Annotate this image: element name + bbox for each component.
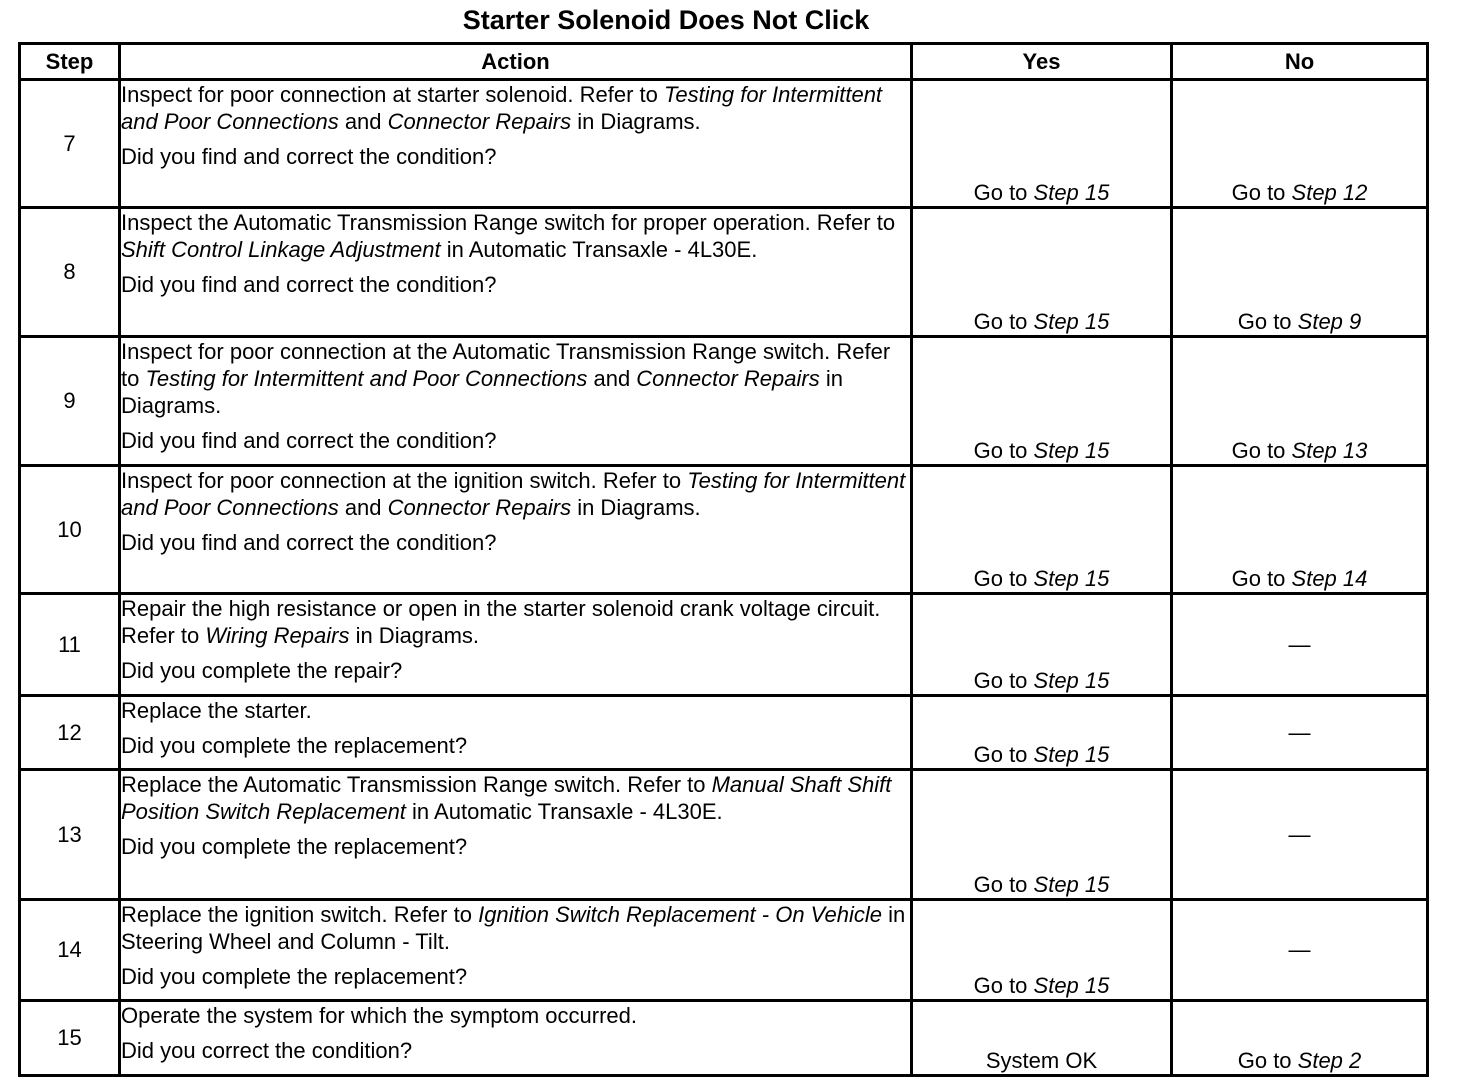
text-run: Inspect for poor connection at the Automatic Transmission Range switch. Refer to [121,339,891,391]
text-run: Inspect for poor connection at the ignition switch. Refer to [121,468,688,493]
table-row [20,1001,1428,1076]
action-cell [120,466,912,594]
text-run: in Diagrams. [121,366,843,418]
text-run: Go to [973,872,1034,897]
italic-reference: Connector Repairs [387,495,572,520]
action-question: Did you find and correct the condition? [121,530,497,555]
text-run: and [338,109,388,134]
no-result [1172,337,1428,466]
yes-result [912,337,1172,466]
yes-result [912,208,1172,337]
header-step: Step [20,44,120,80]
table-row [20,337,1428,466]
no-result [1172,80,1428,208]
header-no: No [1172,44,1428,80]
text-run: in Automatic Transaxle - 4L30E. [440,237,758,262]
action-text [121,595,910,649]
yes-result [912,696,1172,770]
action-text [121,467,910,521]
text-run: in Diagrams. [571,109,701,134]
table-row [20,208,1428,337]
text-run: — [1288,821,1311,847]
text-run: Go to [973,438,1034,463]
text-run: Go to [973,668,1034,693]
table-row [20,466,1428,594]
italic-reference: Testing for Intermittent and Poor Connections [145,366,588,391]
no-result [1172,900,1428,1001]
action-question: Did you correct the condition? [121,1038,413,1063]
action-text [121,901,910,955]
yes-result [912,80,1172,208]
yes-result [912,770,1172,900]
text-run: in Diagrams. [349,623,480,648]
step-number: 10 [20,466,120,594]
italic-reference: Step 15 [1033,566,1110,591]
action-cell [120,594,912,696]
text-run: Replace the starter. [121,698,312,723]
text-run: Go to [1237,1048,1298,1073]
action-cell [120,696,912,770]
table-row [20,770,1428,900]
text-run: System OK [985,1048,1098,1073]
italic-reference: Shift Control Linkage Adjustment [121,237,441,262]
action-question: Did you complete the replacement? [121,733,468,758]
italic-reference: Step 15 [1033,438,1110,463]
text-run: in Diagrams. [571,495,701,520]
italic-reference: Step 15 [1033,973,1110,998]
table-row [20,696,1428,770]
step-number: 15 [20,1001,120,1076]
text-run: Replace the Automatic Transmission Range switch. Refer to [121,772,712,797]
text-run: Repair the high resistance or open in the starter solenoid crank voltage circuit. Refer to [121,596,881,648]
italic-reference: Step 15 [1033,742,1110,767]
action-text [121,81,910,135]
step-number: 11 [20,594,120,696]
header-action: Action [120,44,912,80]
page-title: Starter Solenoid Does Not Click [462,5,870,35]
action-cell [120,770,912,900]
table-body [20,80,1428,1076]
no-result [1172,594,1428,696]
action-question: Did you find and correct the condition? [121,144,497,169]
yes-result [912,594,1172,696]
text-run: — [1288,719,1311,745]
action-text [121,697,910,724]
text-run: — [1288,937,1311,962]
text-run: Go to [973,742,1034,767]
text-run: Replace the ignition switch. Refer to [121,902,479,927]
yes-result [912,900,1172,1001]
text-run: Operate the system for which the symptom occurred. [121,1003,637,1028]
no-result [1172,1001,1428,1076]
text-run: Go to [973,973,1034,998]
text-run: Go to [1231,438,1292,463]
italic-reference: Testing for Intermittent and Poor Connections [121,468,906,520]
text-run: and [587,366,637,391]
action-question: Did you find and correct the condition? [121,272,497,297]
step-number: 8 [20,208,120,337]
action-cell [120,1001,912,1076]
action-text [121,771,910,825]
step-number: 14 [20,900,120,1001]
action-cell [120,80,912,208]
step-number: 7 [20,80,120,208]
action-text [121,338,910,419]
header-yes: Yes [912,44,1172,80]
action-question: Did you complete the replacement? [121,964,468,989]
no-result [1172,696,1428,770]
italic-reference: Connector Repairs [636,366,820,391]
italic-reference: Wiring Repairs [205,623,350,648]
header-row [20,44,1428,80]
text-run: Go to [1231,566,1292,591]
italic-reference: Step 12 [1291,180,1368,205]
action-question: Did you find and correct the condition? [121,428,497,453]
diagnostic-table [18,42,1429,1077]
action-cell [120,208,912,337]
text-run: in Steering Wheel and Column - Tilt. [121,902,906,954]
text-run: Go to [1231,180,1292,205]
table-row [20,900,1428,1001]
italic-reference: Step 15 [1033,668,1110,693]
table-row [20,594,1428,696]
action-question: Did you complete the replacement? [121,834,468,859]
text-run: and [338,495,388,520]
step-number: 13 [20,770,120,900]
action-text [121,1002,910,1029]
text-run: Go to [1237,309,1298,334]
italic-reference: Step 15 [1033,180,1110,205]
italic-reference: Step 14 [1291,566,1368,591]
text-run: Go to [973,566,1034,591]
italic-reference: Step 15 [1033,309,1110,334]
text-run: — [1288,631,1311,657]
text-run: Inspect for poor connection at starter solenoid. Refer to [121,82,664,107]
yes-result [912,1001,1172,1076]
step-number: 9 [20,337,120,466]
action-question: Did you complete the repair? [121,658,403,683]
italic-reference: Connector Repairs [387,109,572,134]
italic-reference: Step 9 [1297,309,1362,334]
no-result [1172,466,1428,594]
action-cell [120,337,912,466]
action-text [121,209,910,263]
italic-reference: Step 13 [1291,438,1368,463]
italic-reference: Ignition Switch Replacement - On Vehicle [478,902,883,927]
yes-result [912,466,1172,594]
text-run: Go to [973,180,1034,205]
italic-reference: Manual Shaft Shift Position Switch Replacement [121,772,892,824]
no-result [1172,208,1428,337]
no-result [1172,770,1428,900]
step-number: 12 [20,696,120,770]
action-cell [120,900,912,1001]
text-run: Go to [973,309,1034,334]
italic-reference: Step 2 [1297,1048,1362,1073]
text-run: Inspect the Automatic Transmission Range switch for proper operation. Refer to [121,210,896,235]
table-row [20,80,1428,208]
italic-reference: Testing for Intermittent and Poor Connections [121,82,883,134]
italic-reference: Step 15 [1033,872,1110,897]
text-run: in Automatic Transaxle - 4L30E. [405,799,723,824]
